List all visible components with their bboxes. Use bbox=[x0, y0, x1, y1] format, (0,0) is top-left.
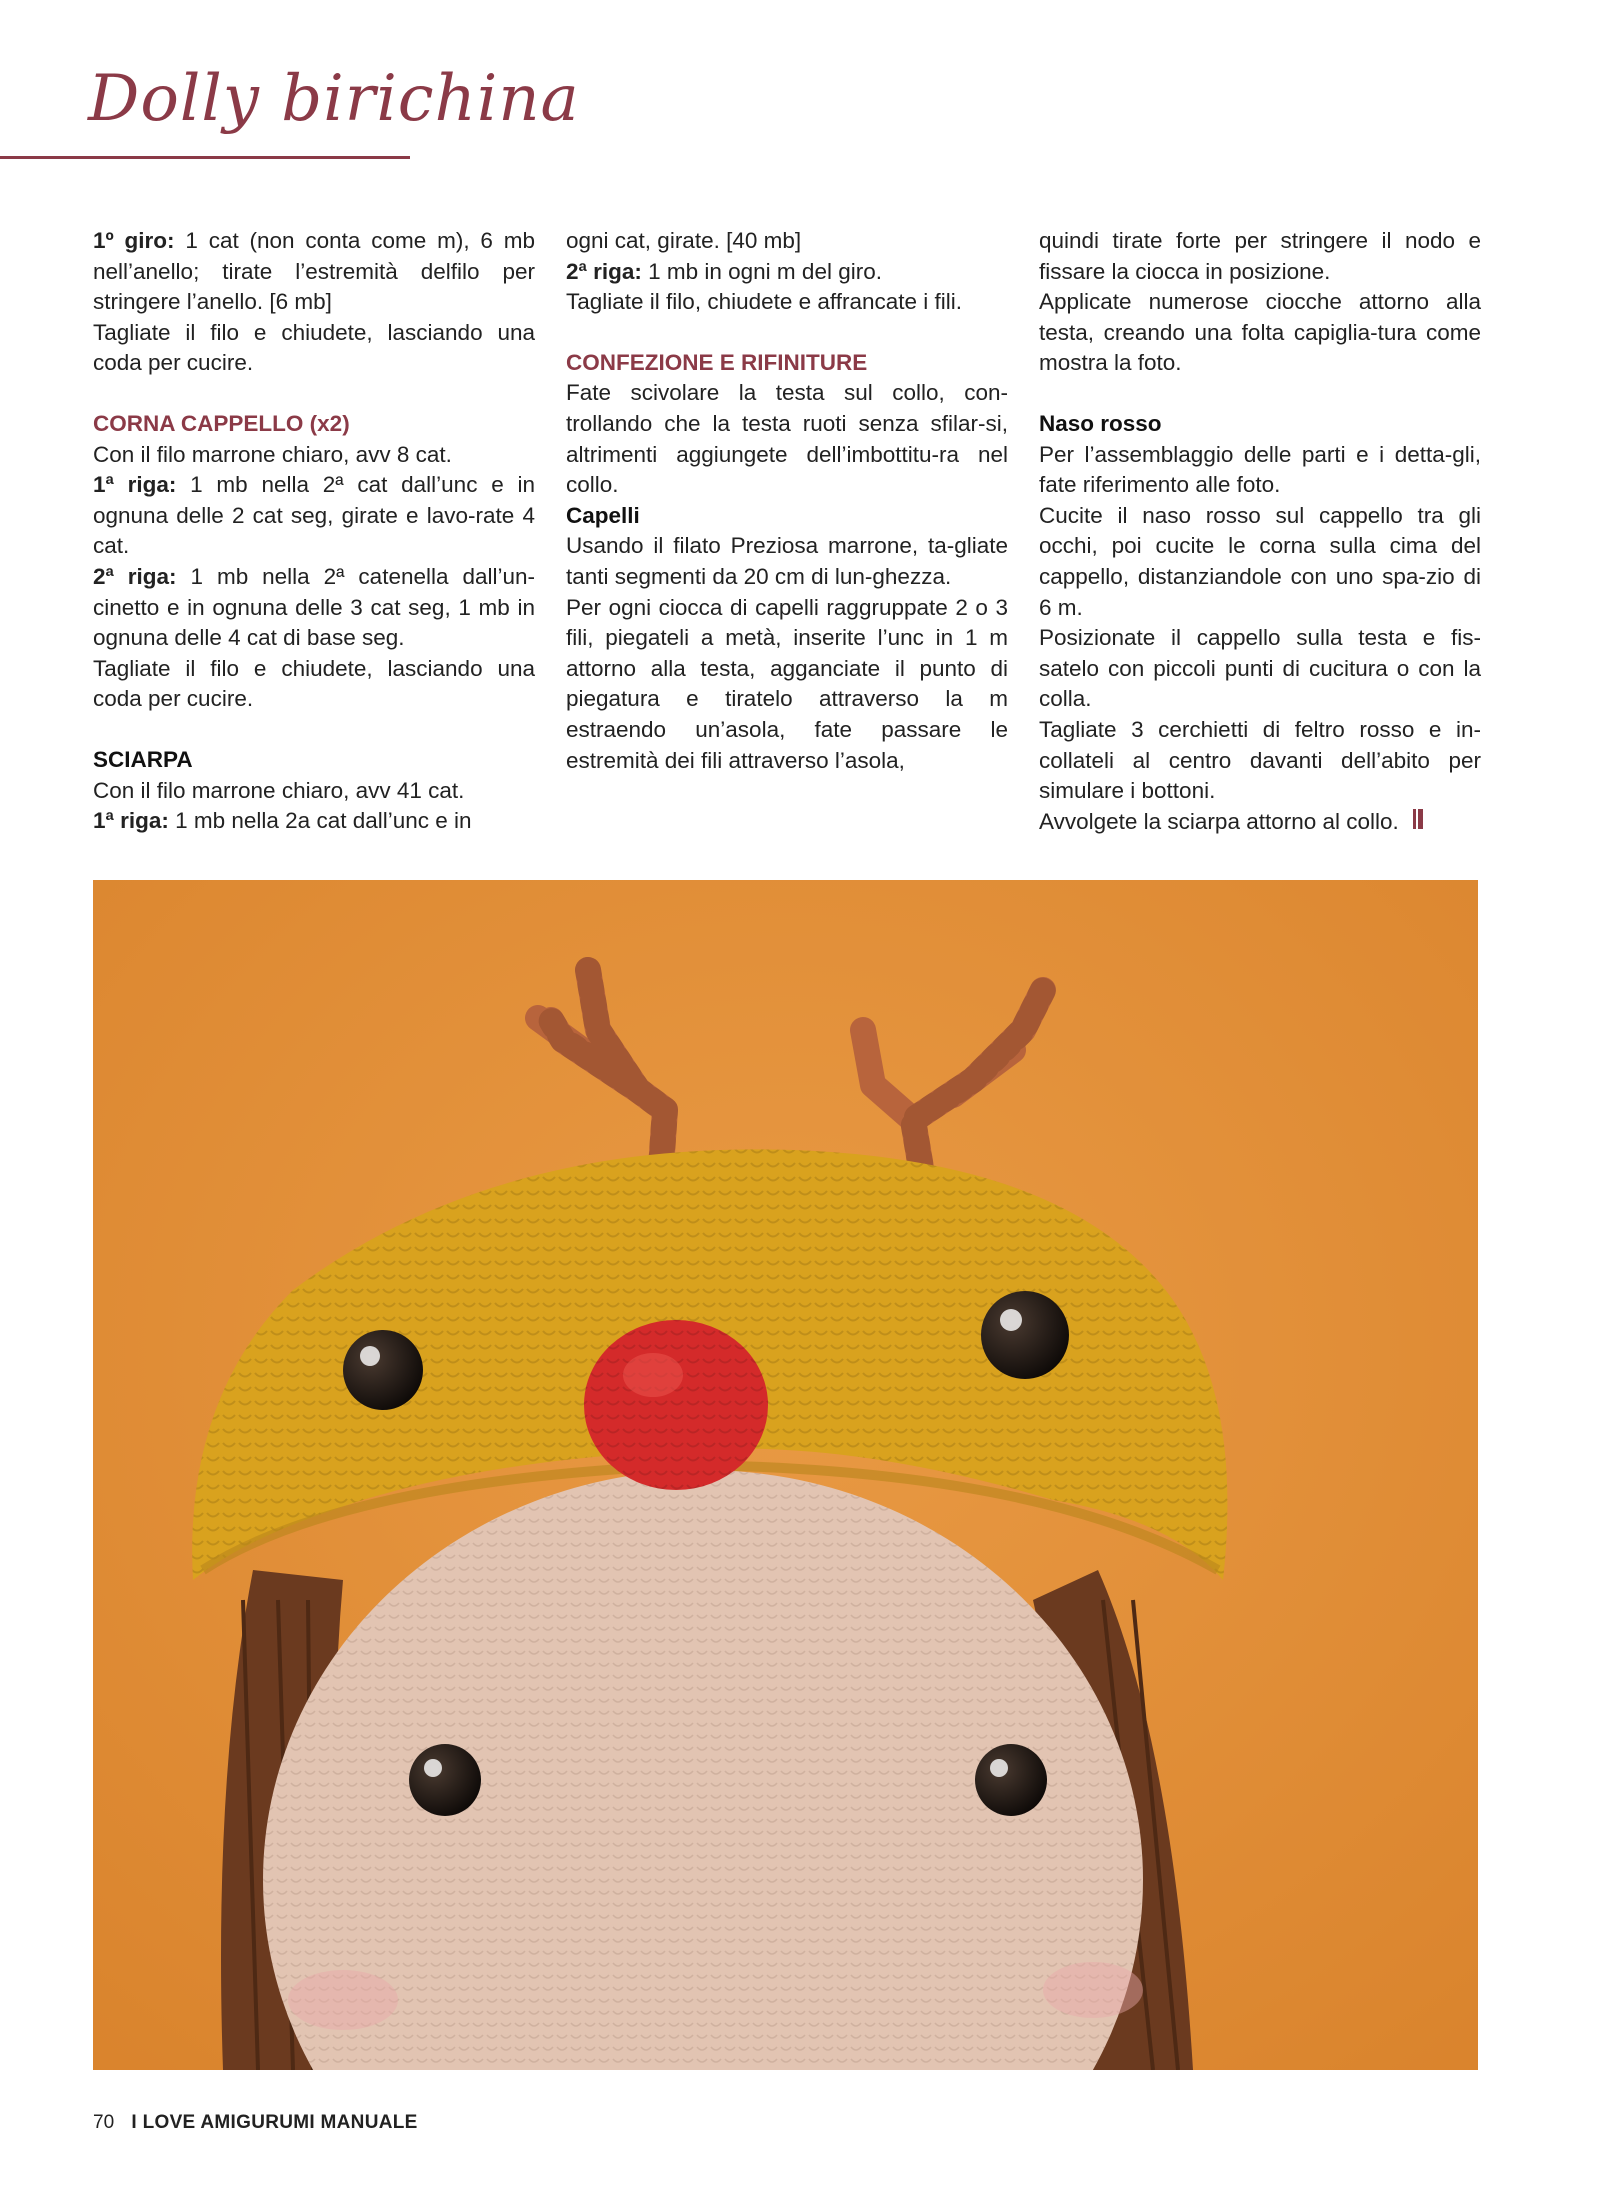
paragraph: Usando il filato Preziosa marrone, ta-gliate tanti segmenti da 20 cm di lun-ghezza. bbox=[566, 533, 1008, 589]
article-end-icon bbox=[1411, 807, 1423, 838]
magazine-name: I LOVE AMIGURUMI MANUALE bbox=[131, 2112, 418, 2133]
row-text: 1 mb in ogni m del giro. bbox=[641, 258, 882, 284]
closing-text: Avvolgete la sciarpa attorno al collo. bbox=[1039, 808, 1399, 834]
paragraph: Applicate numerose ciocche attorno alla testa, creando una folta capiglia-tura come mostra la foto. bbox=[1039, 289, 1481, 376]
row-text: 1 mb nella 2ª catenella dall’un-cinetto e in ognuna delle 3 cat seg, 1 mb in ognuna delle 4 cat di base seg. bbox=[93, 563, 535, 651]
paragraph: Con il filo marrone chiaro, avv 8 cat. bbox=[93, 441, 452, 467]
paragraph: Tagliate il filo e chiudete, lasciando una coda per cucire. bbox=[93, 655, 535, 712]
paragraph: quindi tirate forte per stringere il nodo e fissare la ciocca in posizione. bbox=[1039, 228, 1481, 284]
title-underline bbox=[0, 156, 410, 159]
text-column-1 bbox=[93, 226, 535, 837]
row-label: 1ª riga: bbox=[93, 472, 177, 498]
paragraph bbox=[93, 226, 535, 318]
paragraph bbox=[93, 470, 535, 562]
page-number: 70 bbox=[93, 2112, 115, 2133]
paragraph bbox=[93, 562, 535, 654]
round-label: 1º giro: bbox=[93, 228, 175, 253]
paragraph: Posizionate il cappello sulla testa e fis-satelo con piccoli punti di cucitura o con la colla. bbox=[1039, 625, 1481, 712]
text-column-2 bbox=[566, 226, 1008, 776]
right-cheek bbox=[1043, 1962, 1143, 2018]
row-label: 2ª riga: bbox=[93, 563, 177, 589]
row-label: 1ª riga: bbox=[93, 808, 169, 834]
section-heading-corna: CORNA CAPPELLO (x2) bbox=[93, 410, 350, 436]
paragraph: Per l’assemblaggio delle parti e i detta-gli, fate riferimento alle foto. bbox=[1039, 441, 1481, 498]
paragraph bbox=[566, 257, 1008, 288]
section-heading-sciarpa: SCIARPA bbox=[93, 746, 193, 772]
round-text: 1 cat (non conta come m), 6 mb nell’anello; tirate l’estremità delfilo per stringere l’anello. [6 mb] bbox=[93, 228, 535, 315]
paragraph: Con il filo marrone chiaro, avv 41 cat. bbox=[93, 777, 465, 803]
paragraph bbox=[93, 806, 535, 837]
paragraph: Tagliate il filo, chiudete e affrancate i fili. bbox=[566, 289, 963, 315]
page-title: Dolly birichina bbox=[88, 62, 580, 136]
row-label: 2ª riga: bbox=[566, 258, 642, 284]
section-heading-confezione: CONFEZIONE E RIFINITURE bbox=[566, 349, 868, 375]
paragraph: Tagliate 3 cerchietti di feltro rosso e in-collateli al centro davanti dell’abito per simulare i bottoni. bbox=[1039, 716, 1481, 804]
row-text: 1 mb nella 2ª cat dall’unc e in ognuna delle 2 cat seg, girate e lavo-rate 4 cat. bbox=[93, 472, 535, 559]
paragraph bbox=[1039, 807, 1481, 838]
paragraph: ogni cat, girate. [40 mb] bbox=[566, 228, 802, 253]
paragraph: Per ogni ciocca di capelli raggruppate 2 o 3 fili, piegateli a metà, inserite l’unc in 1 m attorno alla testa, agganciate il punto di piegatura e tiratelo attraverso la m estraendo un’asola, fate passare le estremità dei fili attraverso l’asola, bbox=[566, 594, 1008, 773]
left-cheek bbox=[288, 1970, 398, 2030]
doll-illustration bbox=[93, 880, 1478, 2070]
section-heading-capelli: Capelli bbox=[566, 502, 640, 528]
page-footer bbox=[93, 2112, 418, 2134]
paragraph: Fate scivolare la testa sul collo, con-trollando che la testa ruoti senza sfilar-si, altrimenti aggiungete dell’imbottitu-ra nel collo. bbox=[566, 380, 1008, 498]
paragraph: Tagliate il filo e chiudete, lasciando una coda per cucire. bbox=[93, 319, 535, 376]
doll-photo bbox=[93, 880, 1478, 2070]
row-text: 1 mb nella 2a cat dall’unc e in bbox=[168, 808, 472, 834]
red-nose bbox=[584, 1320, 768, 1490]
section-heading-naso: Naso rosso bbox=[1039, 410, 1162, 436]
paragraph: Cucite il naso rosso sul cappello tra gli occhi, poi cucite le corna sulla cima del cappello, distanziandole con uno spa-zio di 6 m. bbox=[1039, 502, 1481, 620]
text-column-3 bbox=[1039, 226, 1481, 838]
